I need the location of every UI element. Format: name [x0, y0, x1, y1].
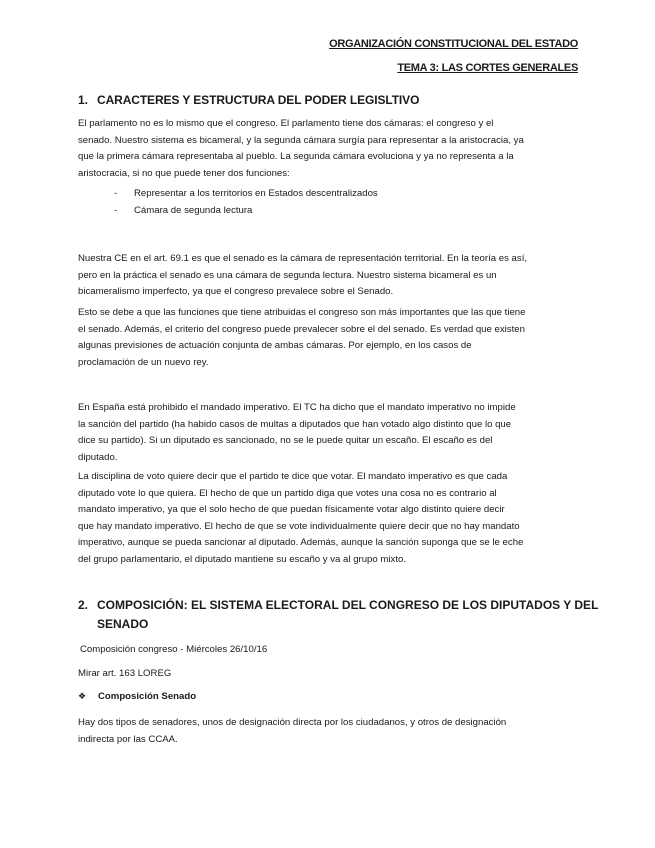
section-2-paragraph — [78, 715, 578, 748]
paragraph-line: el senado. Además, el criterio del congreso puede prevalecer sobre el del senado. Es verdad que existen — [78, 323, 525, 335]
paragraph-line: mandato imperativo, ya que el solo hecho de que puedan físicamente votar algo distinto quiere decir — [78, 504, 505, 516]
paragraph-line: algunas previsiones de actuación conjunta de ambas cámaras. Por ejemplo, en los casos de — [78, 340, 472, 352]
section-2-title-line: SENADO — [97, 617, 149, 631]
paragraph-line: que la primera cámara representaba al pueblo. La segunda cámara evoluciona y ya no representa a la — [78, 151, 514, 163]
diamond-bullet-icon: ❖ — [78, 691, 87, 701]
paragraph-line: dice su partido). Si un diputado es sancionado, no se le puede quitar un escaño. El escaño es del — [78, 435, 493, 447]
section-2-title-line: COMPOSICIÓN: EL SISTEMA ELECTORAL DEL CONGRESO DE LOS DIPUTADOS Y DEL — [97, 598, 599, 612]
paragraph-line: La disciplina de voto quiere decir que el partido te dice que votar. El mandato imperativo es que cada — [78, 471, 508, 482]
paragraph-line: del grupo parlamentario, el diputado mantiene su escaño y va al grupo mixto. — [78, 553, 406, 565]
section-1-heading — [78, 93, 419, 107]
paragraph-line: bicameralismo imperfecto, ya que el congreso prevalece sobre el Senado. — [78, 286, 394, 298]
list-item — [114, 186, 378, 203]
list-item — [114, 203, 378, 220]
paragraph-line: Esto se debe a que las funciones que tiene atribuidas el congreso son más importantes que las que tiene — [78, 307, 526, 318]
document-header-organization: ORGANIZACIÓN CONSTITUCIONAL DEL ESTADO — [329, 38, 578, 50]
subheading-text: Composición Senado — [98, 691, 197, 702]
functions-list — [114, 186, 378, 219]
composition-date-note: Composición congreso - Miércoles 26/10/16 — [80, 644, 268, 655]
section-1-number: 1. — [78, 93, 88, 107]
dash-marker: - — [114, 188, 118, 199]
section-1-paragraph-4 — [78, 400, 578, 466]
senate-composition-subheading — [78, 691, 196, 702]
section-1-title: CARACTERES Y ESTRUCTURA DEL PODER LEGISLTIVO — [97, 93, 420, 107]
paragraph-line: diputado. — [78, 451, 118, 463]
paragraph-line: aristocracia, si no que puede tener dos funciones: — [78, 167, 290, 179]
list-item-text: Cámara de segunda lectura — [134, 204, 253, 216]
paragraph-line: imperativo, aunque se pueda sancionar al diputado. Además, aunque la sanción suponga que se le eche — [78, 537, 524, 549]
section-2-number: 2. — [78, 598, 89, 612]
document-header-tema: TEMA 3: LAS CORTES GENERALES — [397, 62, 578, 74]
paragraph-line: pero en la práctica el senado es una cámara de segunda lectura. Nuestro sistema bicameral es un — [78, 269, 497, 281]
section-1-paragraph-3 — [78, 305, 578, 371]
section-1-intro-paragraph — [78, 116, 578, 182]
section-1-paragraph-5 — [78, 469, 578, 569]
paragraph-line: la sanción del partido (ha habido casos de multas a diputados que han votado algo distinto que lo que — [78, 418, 512, 430]
paragraph-line: senado. Nuestro sistema es bicameral, y la segunda cámara surgía para representar a la aristocracia, ya — [78, 134, 524, 146]
paragraph-line: proclamación de un nuevo rey. — [78, 356, 209, 368]
section-2-heading — [78, 596, 598, 634]
list-item-text: Representar a los territorios en Estados descentralizados — [134, 188, 378, 199]
paragraph-line: diputado vote lo que quiera. El hecho de que un partido diga que votes una cosa no es contrario al — [78, 487, 497, 499]
dash-marker: - — [114, 204, 118, 216]
paragraph-line: indirecta por las CCAA. — [78, 733, 178, 745]
paragraph-line: El parlamento no es lo mismo que el congreso. El parlamento tiene dos cámaras: el congreso y el — [78, 118, 494, 129]
paragraph-line: que hay mandato imperativo. El hecho de que se vote individualmente quiere decir que no hay mandato — [78, 520, 520, 532]
paragraph-line: En España está prohibido el mandado imperativo. El TC ha dicho que el mandato imperativo no impide — [78, 402, 516, 413]
paragraph-line: Hay dos tipos de senadores, unos de designación directa por los ciudadanos, y otros de designación — [78, 717, 507, 728]
loreg-article-note: Mirar art. 163 LOREG — [78, 668, 172, 679]
paragraph-line: Nuestra CE en el art. 69.1 es que el senado es la cámara de representación territorial. En la teoría es así, — [78, 253, 528, 264]
section-1-paragraph-2 — [78, 251, 578, 301]
